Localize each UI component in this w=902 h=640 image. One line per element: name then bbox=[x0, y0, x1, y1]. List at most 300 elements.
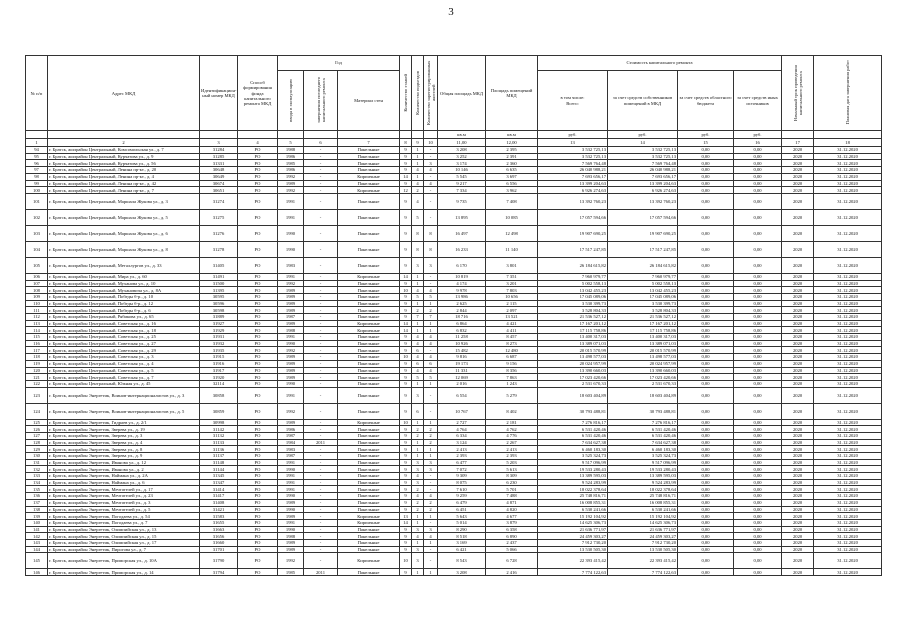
table-row bbox=[26, 546, 882, 553]
cell-cost-other: 0,00 bbox=[734, 546, 782, 553]
cell-address: г. Братск, жилрайон Энергетик, Олимпийская ул., д. 17 bbox=[48, 539, 200, 546]
header-address: Адрес МКД bbox=[48, 56, 200, 131]
cell-year-commission: 1987 bbox=[278, 314, 304, 321]
cell-plan-end: 31.12.2020 bbox=[814, 432, 882, 439]
cell-address: г. Братск, жилрайон Энергетик, Мечтателей ул., д. 17 bbox=[48, 486, 200, 493]
cell-cost-regional: 0,00 bbox=[678, 486, 734, 493]
header-floors bbox=[400, 56, 412, 131]
unit-rub-4: руб. bbox=[734, 131, 782, 139]
cell-number: 132 bbox=[26, 466, 48, 473]
cell-method: РО bbox=[238, 453, 278, 460]
cell-cost-regional: 0,00 bbox=[678, 513, 734, 520]
cell-plan-start: 2020 bbox=[782, 273, 814, 280]
cell-year-commission: 1992 bbox=[278, 280, 304, 287]
cell-address: г. Братск, жилрайон Центральный, Курчатова ул., д. 56 bbox=[48, 160, 200, 167]
cell-method: РО bbox=[238, 446, 278, 453]
cell-cost-regional: 0,00 bbox=[678, 327, 734, 334]
cell-wall: Панельные bbox=[338, 493, 400, 500]
cell-total-area: 6 170 bbox=[438, 257, 486, 273]
cell-floors: 9 bbox=[400, 167, 412, 174]
cell-units: 3 bbox=[424, 257, 438, 273]
cell-cost-owners: 17 517 247,85 bbox=[608, 241, 678, 257]
cell-address: г. Братск, жилрайон Энергетик, Приморская ул., д. 14 bbox=[48, 569, 200, 576]
cell-cost-other: 0,00 bbox=[734, 300, 782, 307]
cell-year-repair: - bbox=[304, 533, 338, 540]
cell-cost-owners: 17 045 089,06 bbox=[608, 293, 678, 300]
cell-floors: 9 bbox=[400, 334, 412, 341]
cell-plan-end: 31.12.2020 bbox=[814, 387, 882, 403]
cell-plan-end: 31.12.2020 bbox=[814, 479, 882, 486]
cell-number: 115 bbox=[26, 334, 48, 341]
cell-plan-start: 2020 bbox=[782, 293, 814, 300]
cell-cost-owners: 30 793 488,81 bbox=[608, 403, 678, 419]
cell-wall: Панельные bbox=[338, 526, 400, 533]
unit-rub: руб. bbox=[538, 131, 608, 139]
cell-plan-end: 31.12.2020 bbox=[814, 546, 882, 553]
cell-cost-owners: 13 498 577,03 bbox=[608, 354, 678, 361]
cell-id: 30598 bbox=[200, 307, 238, 314]
cell-total-area: 9 309 bbox=[438, 473, 486, 480]
table-row bbox=[26, 347, 882, 354]
cell-wall: Кирпичные bbox=[338, 320, 400, 327]
cell-wall: Панельные bbox=[338, 506, 400, 513]
cell-plan-start: 2020 bbox=[782, 493, 814, 500]
cell-wall: Панельные bbox=[338, 374, 400, 381]
table-row bbox=[26, 314, 882, 321]
cell-year-commission: 1984 bbox=[278, 439, 304, 446]
cell-cost-owners: 13 399 204,63 bbox=[608, 180, 678, 187]
cell-year-commission: 1986 bbox=[278, 167, 304, 174]
cell-year-repair: - bbox=[304, 257, 338, 273]
cell-id: 31142 bbox=[200, 426, 238, 433]
cell-units: 1 bbox=[424, 453, 438, 460]
cell-method: РО bbox=[238, 506, 278, 513]
cell-plan-start: 2020 bbox=[782, 280, 814, 287]
header-total-area: Общая площадь МКД bbox=[438, 56, 486, 131]
unit-sqm: кв.м bbox=[438, 131, 486, 139]
table-row bbox=[26, 167, 882, 174]
cell-entrances: 2 bbox=[412, 486, 424, 493]
cell-cost-owners: 18 603 404,89 bbox=[608, 387, 678, 403]
column-number: 12,00 bbox=[486, 139, 538, 147]
column-number: 7 bbox=[338, 139, 400, 147]
cell-cost-other: 0,00 bbox=[734, 539, 782, 546]
cell-floors: 10 bbox=[400, 553, 412, 569]
cell-entrances: 6 bbox=[412, 403, 424, 419]
cell-living-area: 9 156 bbox=[486, 360, 538, 367]
cell-cost-owners: 3 528 804,33 bbox=[608, 307, 678, 314]
cell-year-commission: 1989 bbox=[278, 539, 304, 546]
cell-year-commission: 1990 bbox=[278, 506, 304, 513]
header-units bbox=[424, 56, 438, 131]
cell-total-area: 4 174 bbox=[438, 280, 486, 287]
cell-wall: Панельные bbox=[338, 225, 400, 241]
cell-cost-owners: 7 774 122,63 bbox=[608, 569, 678, 576]
cell-id: 31276 bbox=[200, 225, 238, 241]
cell-cost-regional: 0,00 bbox=[678, 360, 734, 367]
cell-floors: 9 bbox=[400, 374, 412, 381]
cell-wall: Панельные bbox=[338, 403, 400, 419]
table-row bbox=[26, 334, 882, 341]
cell-cost-regional: 0,00 bbox=[678, 493, 734, 500]
cell-year-commission: 1989 bbox=[278, 499, 304, 506]
cell-number: 106 bbox=[26, 273, 48, 280]
cell-living-area: 5 203 bbox=[486, 459, 538, 466]
cell-cost-other: 0,00 bbox=[734, 374, 782, 381]
cell-total-area: 5 643 bbox=[438, 513, 486, 520]
cell-year-commission: 1988 bbox=[278, 147, 304, 154]
cell-living-area: 2 416 bbox=[486, 569, 538, 576]
cell-entrances: 3 bbox=[412, 459, 424, 466]
cell-cost-total: 9 524 283,99 bbox=[538, 479, 608, 486]
cell-id: 31347 bbox=[200, 479, 238, 486]
table-row bbox=[26, 473, 882, 480]
cell-number: 144 bbox=[26, 546, 48, 553]
cell-number: 138 bbox=[26, 506, 48, 513]
cell-cost-total: 16 008 855,31 bbox=[538, 499, 608, 506]
cell-entrances: 1 bbox=[412, 453, 424, 460]
cell-entrances: 1 bbox=[412, 446, 424, 453]
cell-year-repair: - bbox=[304, 293, 338, 300]
cell-year-repair: - bbox=[304, 340, 338, 347]
cell-year-commission: 1983 bbox=[278, 257, 304, 273]
cell-entrances: 4 bbox=[412, 180, 424, 187]
cell-wall: Панельные bbox=[338, 426, 400, 433]
cell-id: 30595 bbox=[200, 293, 238, 300]
cell-plan-start: 2020 bbox=[782, 439, 814, 446]
cell-plan-start: 2020 bbox=[782, 499, 814, 506]
cell-number: 99 bbox=[26, 180, 48, 187]
cell-units: 1 bbox=[424, 419, 438, 426]
cell-living-area: 7 863 bbox=[486, 374, 538, 381]
cell-units: - bbox=[424, 479, 438, 486]
cell-address: г. Братск, жилрайон Центральный, Советская ул., д. 4 bbox=[48, 360, 200, 367]
cell-plan-start: 2020 bbox=[782, 519, 814, 526]
cell-cost-regional: 0,00 bbox=[678, 167, 734, 174]
cell-plan-start: 2020 bbox=[782, 380, 814, 387]
cell-cost-owners: 17 167 201,12 bbox=[608, 320, 678, 327]
cell-cost-other: 0,00 bbox=[734, 533, 782, 540]
cell-method: РО bbox=[238, 354, 278, 361]
cell-cost-regional: 0,00 bbox=[678, 569, 734, 576]
cell-plan-end: 31.12.2020 bbox=[814, 553, 882, 569]
cell-living-area: 11 140 bbox=[486, 241, 538, 257]
column-number: 14 bbox=[608, 139, 678, 147]
cell-wall: Панельные bbox=[338, 479, 400, 486]
cell-entrances: 4 bbox=[412, 287, 424, 294]
cell-units: 1 bbox=[424, 327, 438, 334]
cell-number: 124 bbox=[26, 403, 48, 419]
cell-units: 4 bbox=[424, 354, 438, 361]
cell-plan-start: 2020 bbox=[782, 354, 814, 361]
cell-cost-regional: 0,00 bbox=[678, 340, 734, 347]
cell-units: 3 bbox=[424, 526, 438, 533]
cell-cost-regional: 0,00 bbox=[678, 446, 734, 453]
cell-method: РО bbox=[238, 374, 278, 381]
cell-id: 31136 bbox=[200, 446, 238, 453]
cell-year-repair: 2011 bbox=[304, 439, 338, 446]
cell-total-area: 8 075 bbox=[438, 479, 486, 486]
cell-floors: 9 bbox=[400, 241, 412, 257]
cell-plan-start: 2020 bbox=[782, 160, 814, 167]
table-row bbox=[26, 147, 882, 154]
cell-year-repair: - bbox=[304, 446, 338, 453]
cell-units: - bbox=[424, 486, 438, 493]
table-row bbox=[26, 506, 882, 513]
cell-year-commission: 1985 bbox=[278, 569, 304, 576]
cell-units: 2 bbox=[424, 506, 438, 513]
cell-entrances: 2 bbox=[412, 187, 424, 194]
cell-floors: 9 bbox=[400, 387, 412, 403]
column-number: 1 bbox=[26, 139, 48, 147]
table-row bbox=[26, 432, 882, 439]
cell-year-repair: - bbox=[304, 327, 338, 334]
cell-units: - bbox=[424, 193, 438, 209]
cell-total-area: 6 477 bbox=[438, 459, 486, 466]
cell-id: 30674 bbox=[200, 180, 238, 187]
cell-year-repair: - bbox=[304, 513, 338, 520]
cell-number: 94 bbox=[26, 147, 48, 154]
cell-living-area: 7 351 bbox=[486, 273, 538, 280]
cell-cost-total: 17 167 201,12 bbox=[538, 320, 608, 327]
cell-entrances: 1 bbox=[412, 569, 424, 576]
cell-method: РО bbox=[238, 553, 278, 569]
cell-plan-start: 2020 bbox=[782, 147, 814, 154]
cell-number: 130 bbox=[26, 453, 48, 460]
cell-cost-total: 6 926 274,63 bbox=[538, 187, 608, 194]
cell-cost-total: 24 459 303,27 bbox=[538, 533, 608, 540]
cell-year-repair: - bbox=[304, 459, 338, 466]
cell-number: 139 bbox=[26, 513, 48, 520]
cell-year-repair: - bbox=[304, 387, 338, 403]
cell-plan-start: 2020 bbox=[782, 446, 814, 453]
cell-address: г. Братск, жилрайон Центральный, Победы б-р., д. 6 bbox=[48, 307, 200, 314]
header-year-reconstruction bbox=[304, 71, 338, 131]
cell-id: 30651 bbox=[200, 187, 238, 194]
cell-plan-start: 2020 bbox=[782, 193, 814, 209]
cell-method: РО bbox=[238, 327, 278, 334]
table-row bbox=[26, 526, 882, 533]
cell-cost-regional: 0,00 bbox=[678, 403, 734, 419]
cell-cost-other: 0,00 bbox=[734, 506, 782, 513]
cell-plan-end: 31.12.2020 bbox=[814, 419, 882, 426]
cell-id: 31414 bbox=[200, 486, 238, 493]
cell-id: 31405 bbox=[200, 257, 238, 273]
cell-year-repair: - bbox=[304, 280, 338, 287]
cell-entrances: 1 bbox=[412, 147, 424, 154]
cell-cost-regional: 0,00 bbox=[678, 526, 734, 533]
cell-living-area: 8 309 bbox=[486, 473, 538, 480]
cell-plan-start: 2020 bbox=[782, 334, 814, 341]
table-row bbox=[26, 459, 882, 466]
cell-address: г. Братск, жилрайон Энергетик, Зверева ул., д. 4 bbox=[48, 439, 200, 446]
cell-method: РО bbox=[238, 387, 278, 403]
cell-cost-other: 0,00 bbox=[734, 569, 782, 576]
cell-method: РО bbox=[238, 320, 278, 327]
cell-year-commission: 1989 bbox=[278, 307, 304, 314]
cell-method: РО bbox=[238, 187, 278, 194]
cell-number: 105 bbox=[26, 257, 48, 273]
cell-id: 31132 bbox=[200, 432, 238, 439]
cell-cost-other: 0,00 bbox=[734, 499, 782, 506]
column-number-row bbox=[26, 139, 882, 147]
cell-living-area: 8 356 bbox=[486, 367, 538, 374]
cell-floors: 9 bbox=[400, 493, 412, 500]
cell-wall: Кирпичные bbox=[338, 327, 400, 334]
cell-floors: 9 bbox=[400, 546, 412, 553]
cell-total-area: 2 844 bbox=[438, 307, 486, 314]
cell-cost-owners: 6 926 274,63 bbox=[608, 187, 678, 194]
cell-floors: 9 bbox=[400, 293, 412, 300]
cell-living-area: 5 279 bbox=[486, 387, 538, 403]
cell-cost-owners: 25 748 816,71 bbox=[608, 493, 678, 500]
table-row bbox=[26, 466, 882, 473]
cell-method: РО bbox=[238, 479, 278, 486]
cell-floors: 9 bbox=[400, 526, 412, 533]
cell-total-area: 6 554 bbox=[438, 387, 486, 403]
cell-address: г. Братск, жилрайон Энергетик, Наймана ул., д. 6 bbox=[48, 479, 200, 486]
cell-entrances: 1 bbox=[412, 173, 424, 180]
cell-units: 2 bbox=[424, 307, 438, 314]
cell-cost-other: 0,00 bbox=[734, 466, 782, 473]
cell-units: 5 bbox=[424, 293, 438, 300]
cell-entrances: 3 bbox=[412, 466, 424, 473]
cell-entrances: 3 bbox=[412, 553, 424, 569]
cell-cost-other: 0,00 bbox=[734, 180, 782, 187]
cell-cost-regional: 0,00 bbox=[678, 459, 734, 466]
cell-year-repair: - bbox=[304, 479, 338, 486]
cell-address: г. Братск, жилрайон Энергетик, Зверева ул., д. 3 bbox=[48, 432, 200, 439]
cell-address: г. Братск, жилрайон Энергетик, Мечтателей ул., д. 3 bbox=[48, 499, 200, 506]
table-row bbox=[26, 380, 882, 387]
cell-wall: Панельные bbox=[338, 486, 400, 493]
unit-rub-3: руб. bbox=[678, 131, 734, 139]
cell-floors: 9 bbox=[400, 367, 412, 374]
cell-total-area: 2 727 bbox=[438, 419, 486, 426]
cell-cost-other: 0,00 bbox=[734, 287, 782, 294]
cell-address: г. Братск, жилрайон Центральный, Мухановича ул., д. 8А bbox=[48, 287, 200, 294]
cell-plan-start: 2020 bbox=[782, 533, 814, 540]
cell-floors: 14 bbox=[400, 173, 412, 180]
cell-plan-end: 31.12.2020 bbox=[814, 493, 882, 500]
cell-units: 3 bbox=[424, 466, 438, 473]
cell-cost-total: 13 389 595,03 bbox=[538, 473, 608, 480]
cell-cost-other: 0,00 bbox=[734, 493, 782, 500]
cell-plan-end: 31.12.2020 bbox=[814, 426, 882, 433]
cell-floors: 9 bbox=[400, 314, 412, 321]
cell-method: РО bbox=[238, 546, 278, 553]
column-number: 3 bbox=[200, 139, 238, 147]
cell-living-area: 4 820 bbox=[486, 506, 538, 513]
cell-cost-regional: 0,00 bbox=[678, 147, 734, 154]
cell-cost-other: 0,00 bbox=[734, 519, 782, 526]
cell-plan-start: 2020 bbox=[782, 367, 814, 374]
cell-living-area: 12 480 bbox=[486, 347, 538, 354]
cell-year-commission: 1992 bbox=[278, 403, 304, 419]
cell-floors: 9 bbox=[400, 300, 412, 307]
cell-total-area: 12 069 bbox=[438, 374, 486, 381]
cell-entrances: 2 bbox=[412, 426, 424, 433]
cell-entrances: 3 bbox=[412, 387, 424, 403]
cell-method: РО bbox=[238, 340, 278, 347]
cell-year-repair: - bbox=[304, 473, 338, 480]
cell-cost-total: 13 389 071,03 bbox=[538, 340, 608, 347]
cell-units: 2 bbox=[424, 499, 438, 506]
cell-cost-other: 0,00 bbox=[734, 473, 782, 480]
table-row bbox=[26, 539, 882, 546]
cell-floors: 9 bbox=[400, 446, 412, 453]
cell-year-commission: 1991 bbox=[278, 486, 304, 493]
cell-cost-owners: 13 390 660,03 bbox=[608, 367, 678, 374]
cell-cost-other: 0,00 bbox=[734, 513, 782, 520]
cell-cost-total: 6 531 420,46 bbox=[538, 426, 608, 433]
cell-cost-other: 0,00 bbox=[734, 419, 782, 426]
cell-cost-regional: 0,00 bbox=[678, 160, 734, 167]
table-row bbox=[26, 257, 882, 273]
cell-address: г. Братск, жилрайон Энергетик, Олимпийская ул., д. 15 bbox=[48, 533, 200, 540]
cell-year-commission: 1991 bbox=[278, 273, 304, 280]
cell-units: 2 bbox=[424, 439, 438, 446]
cell-cost-owners: 17 023 420,66 bbox=[608, 374, 678, 381]
cell-method: РО bbox=[238, 209, 278, 225]
cell-total-area: 3 252 bbox=[438, 153, 486, 160]
cell-total-area: 10 926 bbox=[438, 340, 486, 347]
cell-cost-other: 0,00 bbox=[734, 426, 782, 433]
cell-wall: Панельные bbox=[338, 546, 400, 553]
cell-cost-regional: 0,00 bbox=[678, 180, 734, 187]
cell-units: 3 bbox=[424, 459, 438, 466]
cell-floors: 9 bbox=[400, 340, 412, 347]
cell-entrances: 5 bbox=[412, 209, 424, 225]
cell-entrances: 3 bbox=[412, 546, 424, 553]
cell-method: РО bbox=[238, 334, 278, 341]
cell-plan-end: 31.12.2020 bbox=[814, 519, 882, 526]
cell-cost-other: 0,00 bbox=[734, 446, 782, 453]
cell-year-commission: 1991 bbox=[278, 334, 304, 341]
cell-plan-end: 31.12.2020 bbox=[814, 347, 882, 354]
cell-total-area: 3 124 bbox=[438, 439, 486, 446]
cell-wall: Панельные bbox=[338, 439, 400, 446]
header-cost-owners: за счет средств собственников помещений в МКД bbox=[608, 71, 678, 131]
cell-living-area: 5 613 bbox=[486, 466, 538, 473]
cell-address: г. Братск, жилрайон Центральный, Маршала Жукова ул., д. 6 bbox=[48, 225, 200, 241]
cell-cost-total: 20 015 570,99 bbox=[538, 347, 608, 354]
cell-entrances: 8 bbox=[412, 241, 424, 257]
cell-cost-regional: 0,00 bbox=[678, 473, 734, 480]
cell-entrances: 3 bbox=[412, 257, 424, 273]
cell-plan-end: 31.12.2020 bbox=[814, 539, 882, 546]
column-number: 5 bbox=[278, 139, 304, 147]
cell-id: 30649 bbox=[200, 173, 238, 180]
cell-cost-other: 0,00 bbox=[734, 439, 782, 446]
table-row bbox=[26, 273, 882, 280]
cell-address: г. Братск, жилрайон Центральный, Победы б-р., д. 10 bbox=[48, 293, 200, 300]
cell-year-repair: - bbox=[304, 193, 338, 209]
cell-cost-total: 22 393 415,42 bbox=[538, 553, 608, 569]
cell-cost-other: 0,00 bbox=[734, 307, 782, 314]
cell-units: - bbox=[424, 153, 438, 160]
cell-entrances: 1 bbox=[412, 419, 424, 426]
column-number: 16 bbox=[734, 139, 782, 147]
cell-address: г. Братск, жилрайон Центральный, Курчатова ул., д. 9 bbox=[48, 153, 200, 160]
cell-plan-end: 31.12.2020 bbox=[814, 327, 882, 334]
table-row bbox=[26, 193, 882, 209]
cell-id: 31932 bbox=[200, 340, 238, 347]
cell-living-area: 4 677 bbox=[486, 513, 538, 520]
cell-cost-owners: 26 040 988,21 bbox=[608, 167, 678, 174]
cell-plan-end: 31.12.2020 bbox=[814, 273, 882, 280]
cell-address: г. Братск, жилрайон Центральный, Советская ул., д. 7 bbox=[48, 374, 200, 381]
